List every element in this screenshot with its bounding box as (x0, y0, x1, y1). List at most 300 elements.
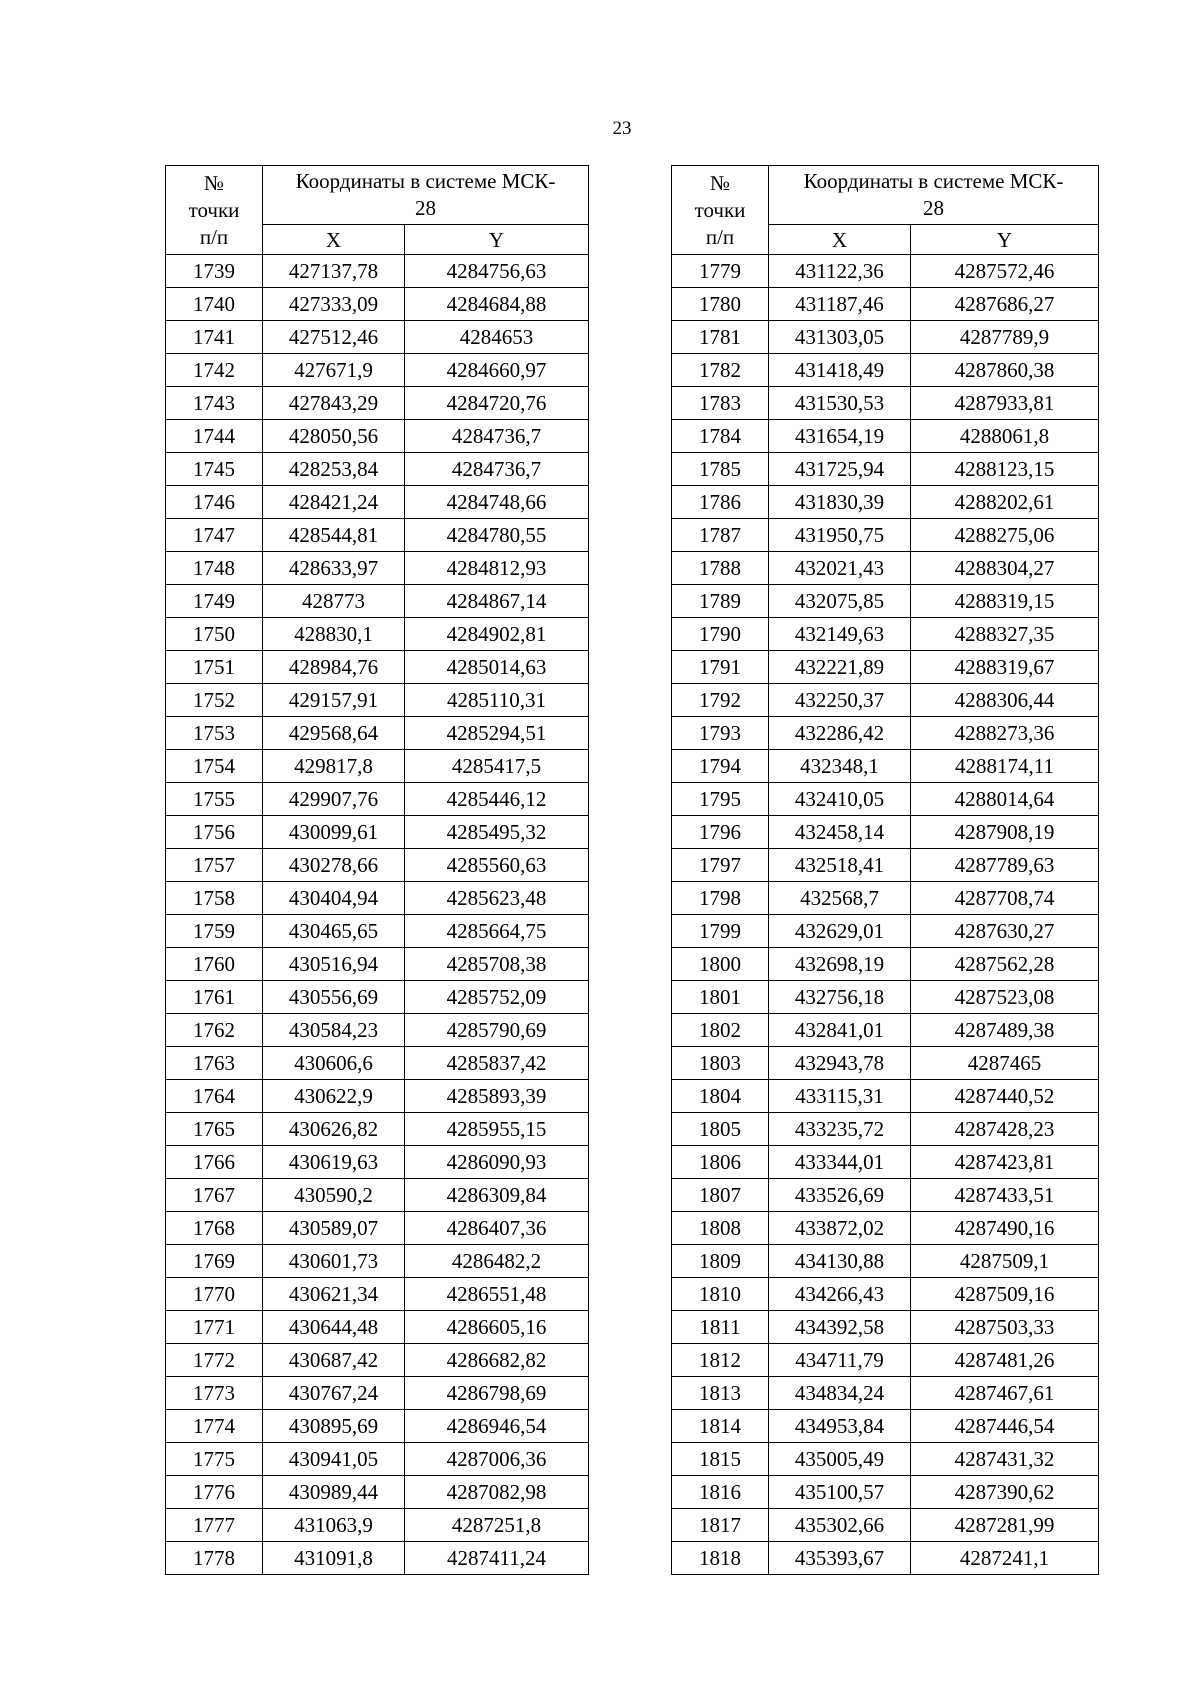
y-coordinate-cell: 4284812,93 (405, 552, 589, 585)
x-coordinate-cell: 430584,23 (263, 1014, 405, 1047)
x-coordinate-cell: 432568,7 (769, 882, 911, 915)
x-coordinate-cell: 427137,78 (263, 255, 405, 288)
x-coordinate-cell: 430767,24 (263, 1377, 405, 1410)
y-coordinate-cell: 4285955,15 (405, 1113, 589, 1146)
table-row (672, 948, 1099, 981)
point-number-cell: 1761 (166, 981, 263, 1014)
point-number-cell: 1805 (672, 1113, 769, 1146)
x-coordinate-cell: 429907,76 (263, 783, 405, 816)
x-coordinate-cell: 435100,57 (769, 1476, 911, 1509)
point-number-cell: 1743 (166, 387, 263, 420)
point-number-cell: 1765 (166, 1113, 263, 1146)
header-y: Y (911, 225, 1099, 255)
point-number-cell: 1755 (166, 783, 263, 816)
point-number-cell: 1758 (166, 882, 263, 915)
table-row (672, 1113, 1099, 1146)
point-number-cell: 1806 (672, 1146, 769, 1179)
point-number-cell: 1777 (166, 1509, 263, 1542)
table-row (166, 1080, 589, 1113)
table-row (166, 882, 589, 915)
table-row (672, 519, 1099, 552)
y-coordinate-cell: 4287708,74 (911, 882, 1099, 915)
page-number (0, 118, 1200, 140)
x-coordinate-cell: 431122,36 (769, 255, 911, 288)
table-row (166, 1113, 589, 1146)
y-coordinate-cell: 4288275,06 (911, 519, 1099, 552)
point-number-cell: 1760 (166, 948, 263, 981)
point-number-cell: 1803 (672, 1047, 769, 1080)
point-number-cell: 1780 (672, 288, 769, 321)
x-coordinate-cell: 433235,72 (769, 1113, 911, 1146)
y-coordinate-cell: 4288014,64 (911, 783, 1099, 816)
y-coordinate-cell: 4287503,33 (911, 1311, 1099, 1344)
header-coordinate-system (769, 166, 1099, 225)
x-coordinate-cell: 430895,69 (263, 1410, 405, 1443)
point-number-cell: 1785 (672, 453, 769, 486)
header-num-line3: п/п (705, 224, 735, 249)
table-row (166, 981, 589, 1014)
table-row (166, 915, 589, 948)
x-coordinate-cell: 432410,05 (769, 783, 911, 816)
table-row (672, 750, 1099, 783)
y-coordinate-cell: 4287490,16 (911, 1212, 1099, 1245)
table-row (672, 552, 1099, 585)
y-coordinate-cell: 4287789,9 (911, 321, 1099, 354)
x-coordinate-cell: 429157,91 (263, 684, 405, 717)
y-coordinate-cell: 4287509,1 (911, 1245, 1099, 1278)
y-coordinate-cell: 4286407,36 (405, 1212, 589, 1245)
y-coordinate-cell: 4287933,81 (911, 387, 1099, 420)
x-coordinate-cell: 434953,84 (769, 1410, 911, 1443)
point-number-cell: 1799 (672, 915, 769, 948)
y-coordinate-cell: 4285110,31 (405, 684, 589, 717)
table-row (166, 948, 589, 981)
point-number-cell: 1781 (672, 321, 769, 354)
table-row (672, 1245, 1099, 1278)
y-coordinate-cell: 4286682,82 (405, 1344, 589, 1377)
table-row (166, 354, 589, 387)
point-number-cell: 1739 (166, 255, 263, 288)
point-number-cell: 1748 (166, 552, 263, 585)
x-coordinate-cell: 432518,41 (769, 849, 911, 882)
header-num-line1: № (203, 170, 225, 195)
point-number-cell: 1754 (166, 750, 263, 783)
x-coordinate-cell: 429568,64 (263, 717, 405, 750)
point-number-cell: 1801 (672, 981, 769, 1014)
y-coordinate-cell: 4286605,16 (405, 1311, 589, 1344)
y-coordinate-cell: 4288304,27 (911, 552, 1099, 585)
table-row (672, 1377, 1099, 1410)
table-row (166, 387, 589, 420)
point-number-cell: 1747 (166, 519, 263, 552)
table-row (166, 1146, 589, 1179)
y-coordinate-cell: 4284867,14 (405, 585, 589, 618)
point-number-cell: 1800 (672, 948, 769, 981)
x-coordinate-cell: 433115,31 (769, 1080, 911, 1113)
table-row (672, 420, 1099, 453)
y-coordinate-cell: 4287481,26 (911, 1344, 1099, 1377)
header-coord-line1: Координаты в системе МСК- (803, 169, 1064, 193)
point-number-cell: 1769 (166, 1245, 263, 1278)
x-coordinate-cell: 427843,29 (263, 387, 405, 420)
point-number-cell: 1794 (672, 750, 769, 783)
table-row (166, 1047, 589, 1080)
point-number-cell: 1746 (166, 486, 263, 519)
point-number-cell: 1742 (166, 354, 263, 387)
header-x: X (263, 225, 405, 255)
point-number-cell: 1753 (166, 717, 263, 750)
y-coordinate-cell: 4287423,81 (911, 1146, 1099, 1179)
point-number-cell: 1749 (166, 585, 263, 618)
x-coordinate-cell: 431418,49 (769, 354, 911, 387)
table-row (672, 1146, 1099, 1179)
x-coordinate-cell: 430099,61 (263, 816, 405, 849)
point-number-cell: 1764 (166, 1080, 263, 1113)
y-coordinate-cell: 4287433,51 (911, 1179, 1099, 1212)
table-row (166, 849, 589, 882)
table-row (672, 849, 1099, 882)
table-row (672, 453, 1099, 486)
x-coordinate-cell: 427671,9 (263, 354, 405, 387)
y-coordinate-cell: 4285014,63 (405, 651, 589, 684)
y-coordinate-cell: 4287572,46 (911, 255, 1099, 288)
y-coordinate-cell: 4285893,39 (405, 1080, 589, 1113)
point-number-cell: 1798 (672, 882, 769, 915)
point-number-cell: 1791 (672, 651, 769, 684)
y-coordinate-cell: 4287509,16 (911, 1278, 1099, 1311)
table-row (672, 1311, 1099, 1344)
point-number-cell: 1788 (672, 552, 769, 585)
x-coordinate-cell: 431187,46 (769, 288, 911, 321)
point-number-cell: 1792 (672, 684, 769, 717)
point-number-cell: 1776 (166, 1476, 263, 1509)
coordinates-table-right (671, 165, 1099, 1575)
table-row (672, 1410, 1099, 1443)
y-coordinate-cell: 4285417,5 (405, 750, 589, 783)
y-coordinate-cell: 4285623,48 (405, 882, 589, 915)
x-coordinate-cell: 430606,6 (263, 1047, 405, 1080)
y-coordinate-cell: 4287440,52 (911, 1080, 1099, 1113)
point-number-cell: 1787 (672, 519, 769, 552)
point-number-cell: 1750 (166, 618, 263, 651)
y-coordinate-cell: 4284653 (405, 321, 589, 354)
y-coordinate-cell: 4284736,7 (405, 453, 589, 486)
y-coordinate-cell: 4287082,98 (405, 1476, 589, 1509)
x-coordinate-cell: 432149,63 (769, 618, 911, 651)
point-number-cell: 1815 (672, 1443, 769, 1476)
header-point-number (672, 166, 769, 255)
x-coordinate-cell: 435302,66 (769, 1509, 911, 1542)
y-coordinate-cell: 4287428,23 (911, 1113, 1099, 1146)
y-coordinate-cell: 4286309,84 (405, 1179, 589, 1212)
y-coordinate-cell: 4284902,81 (405, 618, 589, 651)
x-coordinate-cell: 430941,05 (263, 1443, 405, 1476)
y-coordinate-cell: 4284660,97 (405, 354, 589, 387)
table-row (672, 1344, 1099, 1377)
y-coordinate-cell: 4287431,32 (911, 1443, 1099, 1476)
table-row (166, 552, 589, 585)
x-coordinate-cell: 435005,49 (769, 1443, 911, 1476)
table-row (166, 288, 589, 321)
y-coordinate-cell: 4287390,62 (911, 1476, 1099, 1509)
point-number-cell: 1767 (166, 1179, 263, 1212)
point-number-cell: 1796 (672, 816, 769, 849)
y-coordinate-cell: 4284756,63 (405, 255, 589, 288)
y-coordinate-cell: 4284736,7 (405, 420, 589, 453)
point-number-cell: 1774 (166, 1410, 263, 1443)
point-number-cell: 1793 (672, 717, 769, 750)
point-number-cell: 1751 (166, 651, 263, 684)
point-number-cell: 1804 (672, 1080, 769, 1113)
header-num-line3: п/п (199, 224, 229, 249)
x-coordinate-cell: 428544,81 (263, 519, 405, 552)
point-number-cell: 1772 (166, 1344, 263, 1377)
y-coordinate-cell: 4287281,99 (911, 1509, 1099, 1542)
x-coordinate-cell: 430465,65 (263, 915, 405, 948)
point-number-cell: 1790 (672, 618, 769, 651)
y-coordinate-cell: 4286946,54 (405, 1410, 589, 1443)
x-coordinate-cell: 431063,9 (263, 1509, 405, 1542)
x-coordinate-cell: 431303,05 (769, 321, 911, 354)
x-coordinate-cell: 428253,84 (263, 453, 405, 486)
y-coordinate-cell: 4285708,38 (405, 948, 589, 981)
y-coordinate-cell: 4286798,69 (405, 1377, 589, 1410)
y-coordinate-cell: 4287006,36 (405, 1443, 589, 1476)
y-coordinate-cell: 4285752,09 (405, 981, 589, 1014)
table-body (672, 255, 1099, 1575)
point-number-cell: 1817 (672, 1509, 769, 1542)
point-number-cell: 1802 (672, 1014, 769, 1047)
x-coordinate-cell: 432286,42 (769, 717, 911, 750)
x-coordinate-cell: 431725,94 (769, 453, 911, 486)
table-row (672, 1212, 1099, 1245)
header-coord-line2: 28 (923, 196, 944, 220)
x-coordinate-cell: 428633,97 (263, 552, 405, 585)
table-row (166, 1014, 589, 1047)
x-coordinate-cell: 428773 (263, 585, 405, 618)
table-row (166, 321, 589, 354)
x-coordinate-cell: 430687,42 (263, 1344, 405, 1377)
table-row (672, 1080, 1099, 1113)
point-number-cell: 1759 (166, 915, 263, 948)
y-coordinate-cell: 4287241,1 (911, 1542, 1099, 1575)
y-coordinate-cell: 4288306,44 (911, 684, 1099, 717)
point-number-cell: 1812 (672, 1344, 769, 1377)
x-coordinate-cell: 430601,73 (263, 1245, 405, 1278)
table-row (672, 651, 1099, 684)
point-number-cell: 1813 (672, 1377, 769, 1410)
x-coordinate-cell: 432250,37 (769, 684, 911, 717)
y-coordinate-cell: 4287523,08 (911, 981, 1099, 1014)
x-coordinate-cell: 428421,24 (263, 486, 405, 519)
x-coordinate-cell: 430278,66 (263, 849, 405, 882)
header-y: Y (405, 225, 589, 255)
table-row (166, 717, 589, 750)
point-number-cell: 1795 (672, 783, 769, 816)
y-coordinate-cell: 4288061,8 (911, 420, 1099, 453)
table-row (672, 981, 1099, 1014)
point-number-cell: 1763 (166, 1047, 263, 1080)
y-coordinate-cell: 4288273,36 (911, 717, 1099, 750)
x-coordinate-cell: 432698,19 (769, 948, 911, 981)
table-row (672, 816, 1099, 849)
table-row (166, 783, 589, 816)
point-number-cell: 1810 (672, 1278, 769, 1311)
table-row (672, 1476, 1099, 1509)
point-number-cell: 1741 (166, 321, 263, 354)
table-row (672, 321, 1099, 354)
table-row (166, 1212, 589, 1245)
x-coordinate-cell: 431530,53 (769, 387, 911, 420)
table-row (166, 1179, 589, 1212)
header-coord-line2: 28 (415, 196, 436, 220)
x-coordinate-cell: 431654,19 (769, 420, 911, 453)
point-number-cell: 1770 (166, 1278, 263, 1311)
y-coordinate-cell: 4288202,61 (911, 486, 1099, 519)
x-coordinate-cell: 433344,01 (769, 1146, 911, 1179)
header-coord-line1: Координаты в системе МСК- (295, 169, 556, 193)
table-row (672, 783, 1099, 816)
y-coordinate-cell: 4287562,28 (911, 948, 1099, 981)
table-row (166, 585, 589, 618)
x-coordinate-cell: 427512,46 (263, 321, 405, 354)
point-number-cell: 1809 (672, 1245, 769, 1278)
table-row (166, 519, 589, 552)
header-num-line2: точки (188, 197, 240, 222)
table-row (672, 1278, 1099, 1311)
x-coordinate-cell: 430556,69 (263, 981, 405, 1014)
table-row (672, 354, 1099, 387)
point-number-cell: 1756 (166, 816, 263, 849)
table-row (672, 1014, 1099, 1047)
point-number-cell: 1816 (672, 1476, 769, 1509)
point-number-cell: 1740 (166, 288, 263, 321)
x-coordinate-cell: 430626,82 (263, 1113, 405, 1146)
table-row (166, 1410, 589, 1443)
table-row (166, 651, 589, 684)
x-coordinate-cell: 427333,09 (263, 288, 405, 321)
y-coordinate-cell: 4287411,24 (405, 1542, 589, 1575)
y-coordinate-cell: 4288327,35 (911, 618, 1099, 651)
x-coordinate-cell: 435393,67 (769, 1542, 911, 1575)
x-coordinate-cell: 428050,56 (263, 420, 405, 453)
x-coordinate-cell: 430619,63 (263, 1146, 405, 1179)
y-coordinate-cell: 4287465 (911, 1047, 1099, 1080)
y-coordinate-cell: 4284684,88 (405, 288, 589, 321)
y-coordinate-cell: 4285664,75 (405, 915, 589, 948)
table-row (166, 453, 589, 486)
table-row (672, 585, 1099, 618)
y-coordinate-cell: 4285837,42 (405, 1047, 589, 1080)
table-row (166, 618, 589, 651)
table-row (672, 618, 1099, 651)
x-coordinate-cell: 432943,78 (769, 1047, 911, 1080)
point-number-cell: 1768 (166, 1212, 263, 1245)
y-coordinate-cell: 4288174,11 (911, 750, 1099, 783)
x-coordinate-cell: 433526,69 (769, 1179, 911, 1212)
point-number-cell: 1789 (672, 585, 769, 618)
x-coordinate-cell: 431830,39 (769, 486, 911, 519)
x-coordinate-cell: 430644,48 (263, 1311, 405, 1344)
table-row (672, 486, 1099, 519)
y-coordinate-cell: 4284720,76 (405, 387, 589, 420)
table-row (672, 255, 1099, 288)
table-row (166, 255, 589, 288)
x-coordinate-cell: 434834,24 (769, 1377, 911, 1410)
table-row (672, 1179, 1099, 1212)
table-row (672, 1443, 1099, 1476)
x-coordinate-cell: 430516,94 (263, 948, 405, 981)
header-num-line1: № (709, 170, 731, 195)
point-number-cell: 1779 (672, 255, 769, 288)
point-number-cell: 1766 (166, 1146, 263, 1179)
point-number-cell: 1814 (672, 1410, 769, 1443)
table-row (166, 1509, 589, 1542)
table-row (166, 1245, 589, 1278)
point-number-cell: 1762 (166, 1014, 263, 1047)
table-row (166, 816, 589, 849)
point-number-cell: 1782 (672, 354, 769, 387)
y-coordinate-cell: 4285294,51 (405, 717, 589, 750)
y-coordinate-cell: 4287860,38 (911, 354, 1099, 387)
y-coordinate-cell: 4287467,61 (911, 1377, 1099, 1410)
y-coordinate-cell: 4287789,63 (911, 849, 1099, 882)
table-row (672, 1047, 1099, 1080)
x-coordinate-cell: 430404,94 (263, 882, 405, 915)
table-row (166, 486, 589, 519)
x-coordinate-cell: 432021,43 (769, 552, 911, 585)
y-coordinate-cell: 4285495,32 (405, 816, 589, 849)
x-coordinate-cell: 430989,44 (263, 1476, 405, 1509)
table-row (672, 717, 1099, 750)
y-coordinate-cell: 4288319,15 (911, 585, 1099, 618)
x-coordinate-cell: 430589,07 (263, 1212, 405, 1245)
x-coordinate-cell: 431091,8 (263, 1542, 405, 1575)
point-number-cell: 1784 (672, 420, 769, 453)
y-coordinate-cell: 4287908,19 (911, 816, 1099, 849)
point-number-cell: 1752 (166, 684, 263, 717)
table-row (166, 750, 589, 783)
x-coordinate-cell: 430621,34 (263, 1278, 405, 1311)
point-number-cell: 1818 (672, 1542, 769, 1575)
x-coordinate-cell: 432756,18 (769, 981, 911, 1014)
x-coordinate-cell: 432841,01 (769, 1014, 911, 1047)
x-coordinate-cell: 432629,01 (769, 915, 911, 948)
table-row (166, 1278, 589, 1311)
y-coordinate-cell: 4286482,2 (405, 1245, 589, 1278)
x-coordinate-cell: 434266,43 (769, 1278, 911, 1311)
x-coordinate-cell: 430622,9 (263, 1080, 405, 1113)
point-number-cell: 1811 (672, 1311, 769, 1344)
table-row (672, 288, 1099, 321)
x-coordinate-cell: 434130,88 (769, 1245, 911, 1278)
point-number-cell: 1808 (672, 1212, 769, 1245)
table-row (672, 882, 1099, 915)
point-number-cell: 1807 (672, 1179, 769, 1212)
table-row (166, 1542, 589, 1575)
x-coordinate-cell: 429817,8 (263, 750, 405, 783)
table-row (672, 387, 1099, 420)
x-coordinate-cell: 431950,75 (769, 519, 911, 552)
point-number-cell: 1773 (166, 1377, 263, 1410)
x-coordinate-cell: 428984,76 (263, 651, 405, 684)
point-number-cell: 1775 (166, 1443, 263, 1476)
point-number-cell: 1757 (166, 849, 263, 882)
point-number-cell: 1797 (672, 849, 769, 882)
y-coordinate-cell: 4285446,12 (405, 783, 589, 816)
x-coordinate-cell: 434392,58 (769, 1311, 911, 1344)
y-coordinate-cell: 4287489,38 (911, 1014, 1099, 1047)
